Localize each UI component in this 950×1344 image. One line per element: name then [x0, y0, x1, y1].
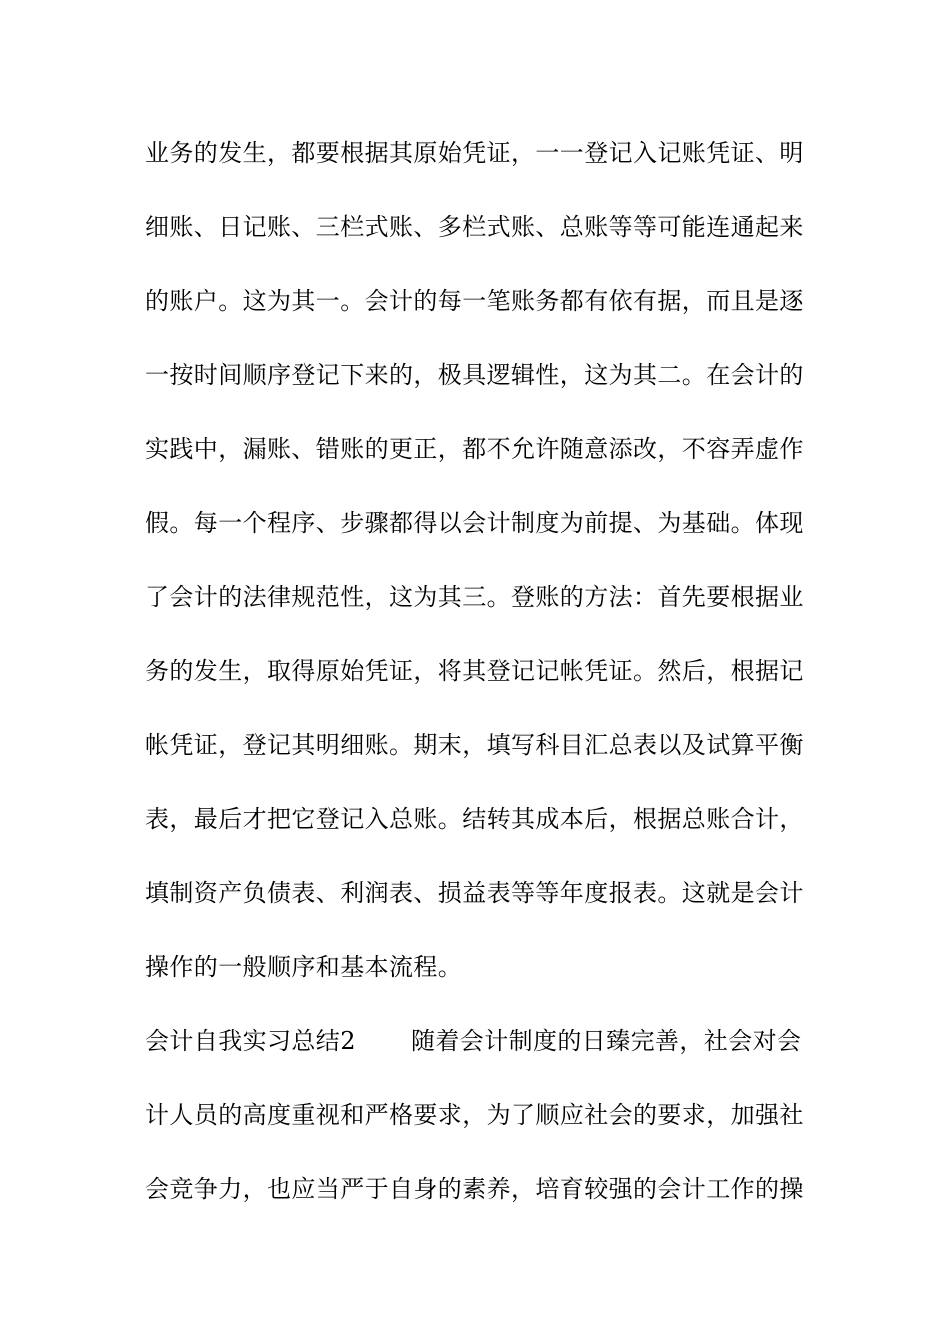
text-line: 的账户。这为其一。会计的每一笔账务都有依有据，而且是逐: [145, 287, 804, 315]
text-line: 假。每一个程序、步骤都得以会计制度为前提、为基础。体现: [145, 509, 804, 537]
section-first-line: 随着会计制度的日臻完善，社会对会: [411, 1027, 802, 1055]
text-line: 计人员的高度重视和严格要求，为了顺应社会的要求，加强社: [145, 1101, 804, 1129]
section-heading: 会计自我实习总结2: [145, 1027, 356, 1055]
text-line: 了会计的法律规范性，这为其三。登账的方法：首先要根据业: [145, 583, 804, 611]
section-heading-line: [145, 1015, 815, 1089]
text-line: 细账、日记账、三栏式账、多栏式账、总账等等可能连通起来: [145, 213, 804, 241]
body-text: [145, 127, 815, 1237]
text-line: 实践中，漏账、错账的更正，都不允许随意添改，不容弄虚作: [145, 435, 804, 463]
text-line: 帐凭证，登记其明细账。期末，填写科目汇总表以及试算平衡: [145, 731, 804, 759]
text-line: 填制资产负债表、利润表、损益表等等年度报表。这就是会计: [145, 879, 804, 907]
text-line: 表，最后才把它登记入总账。结转其成本后，根据总账合计，: [145, 805, 804, 833]
text-line: 操作的一般顺序和基本流程。: [145, 953, 463, 981]
text-line: 一按时间顺序登记下来的，极具逻辑性，这为其二。在会计的: [145, 361, 804, 389]
text-line: 会竞争力，也应当严于自身的素养，培育较强的会计工作的操: [145, 1175, 804, 1203]
text-line: 务的发生，取得原始凭证，将其登记记帐凭证。然后，根据记: [145, 657, 804, 685]
text-line: 业务的发生，都要根据其原始凭证，一一登记入记账凭证、明: [145, 139, 804, 167]
